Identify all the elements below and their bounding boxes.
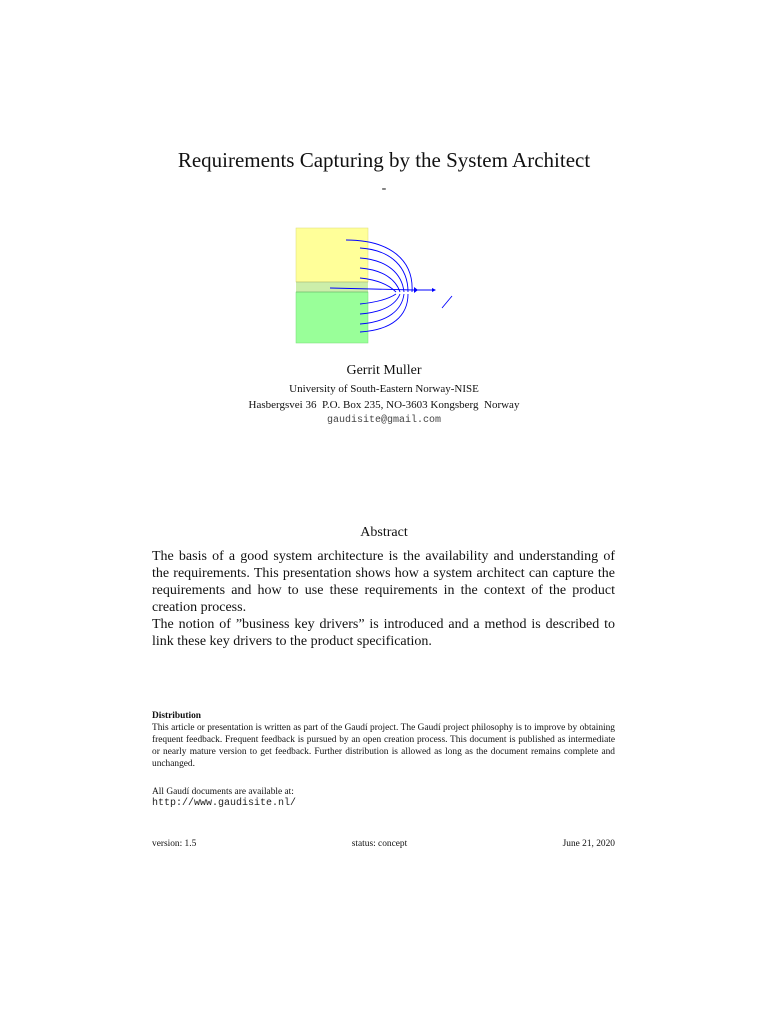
document-subtitle: - xyxy=(381,181,387,196)
footer-date: June 21, 2020 xyxy=(562,839,615,849)
document-title: Requirements Capturing by the System Architect xyxy=(177,148,591,172)
footer-version: version: 1.5 xyxy=(152,839,197,849)
abstract-body xyxy=(152,548,615,650)
author-affiliation: University of South-Eastern Norway-NISE xyxy=(289,383,479,395)
abstract-heading: Abstract xyxy=(360,525,408,540)
author-email[interactable]: gaudisite@gmail.com xyxy=(326,415,442,426)
abstract-paragraph-2: The notion of ”business key drivers” is introduced and a method is described to link these key drivers to the product specification. xyxy=(152,617,615,649)
author-name: Gerrit Muller xyxy=(346,363,422,378)
logo-top-block xyxy=(296,228,368,282)
distribution-availability xyxy=(152,786,615,810)
availability-label: All Gaudí documents are available at: xyxy=(152,787,294,797)
distribution-text: This article or presentation is written as part of the Gaudí project. The Gaudí project philosophy is to improve by obtaining frequent feedback. Frequent feedback is pursued by an open creation process. This document is published as intermediate or nearly mature version to get feedback. Further distribution is allowed as long as the document remains complete and unchanged. xyxy=(152,723,615,769)
logo-middle-band xyxy=(296,282,368,292)
distribution-section xyxy=(152,710,615,770)
distribution-heading: Distribution xyxy=(152,711,201,721)
gaudisite-link[interactable]: http://www.gaudisite.nl/ xyxy=(152,798,297,809)
footer-status: status: concept xyxy=(351,839,408,849)
abstract-paragraph-1: The basis of a good system architecture is the availability and understanding of the requirements. This presentation shows how a system architect can capture the requirements and how to use these requirements in the context of the product creation process. xyxy=(152,549,615,615)
gaudi-logo-icon xyxy=(290,224,460,348)
author-address: Hasbergsvei 36 P.O. Box 235, NO-3603 Kongsberg Norway xyxy=(248,399,520,411)
logo-bottom-block xyxy=(296,292,368,343)
page-footer xyxy=(152,838,615,850)
